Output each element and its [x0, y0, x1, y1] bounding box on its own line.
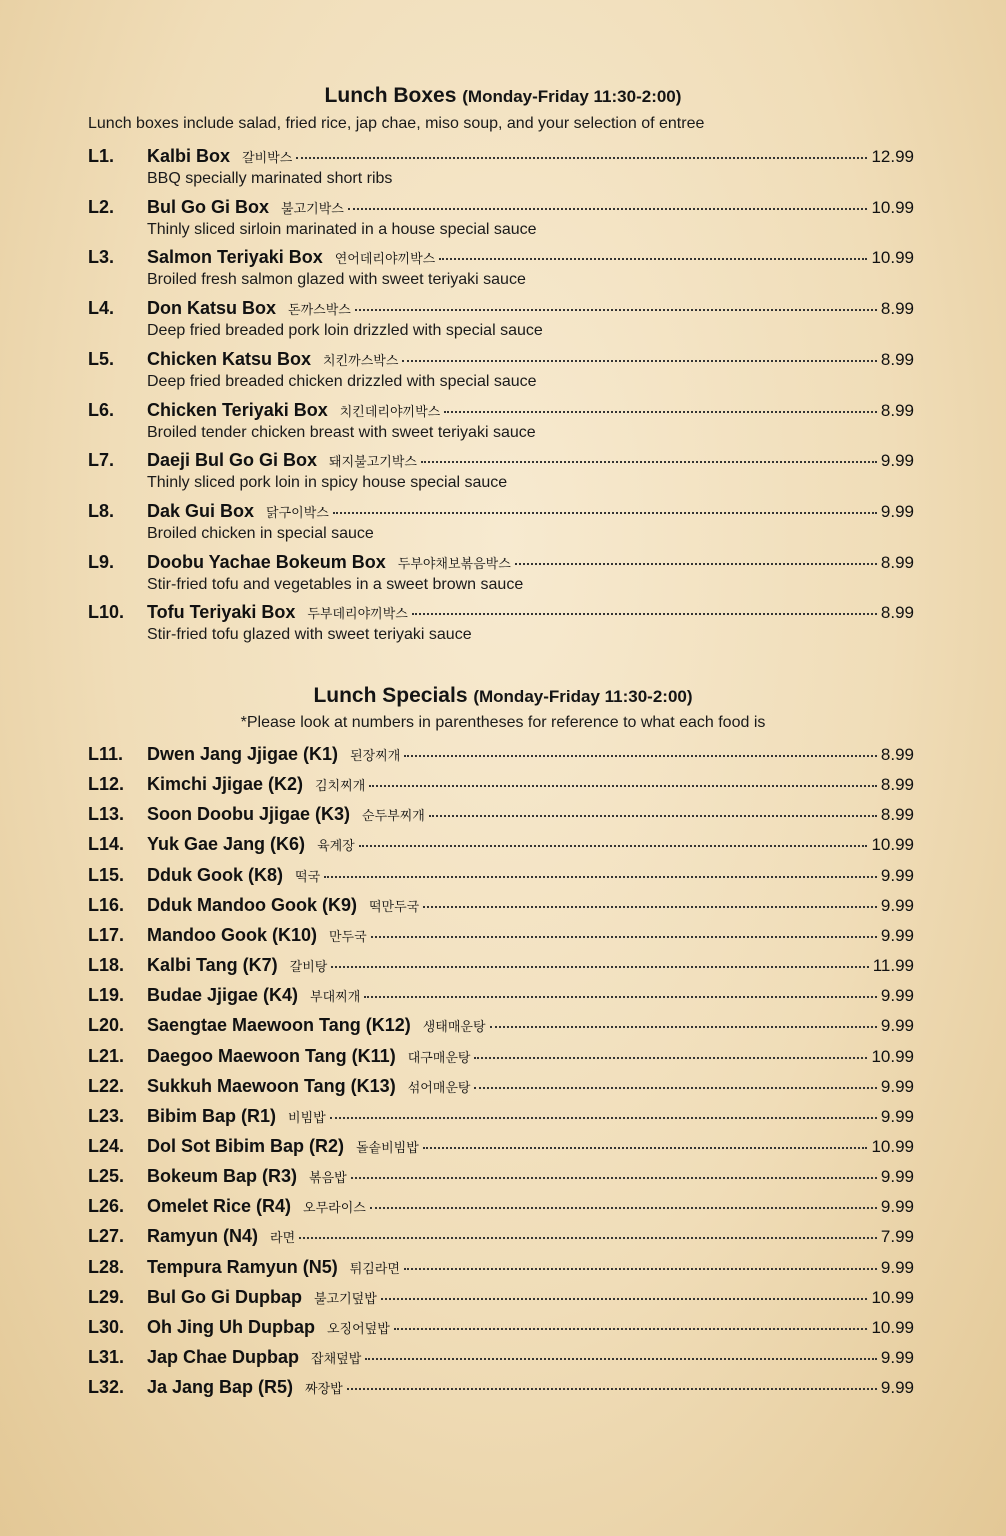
- menu-item-korean-name: 김치찌개: [315, 779, 366, 795]
- menu-item-korean-name: 섞어매운탕: [407, 1080, 471, 1096]
- menu-item: [88, 501, 914, 543]
- menu-item-price: 9.99: [880, 986, 914, 1006]
- menu-item-row: [88, 1166, 914, 1190]
- menu-item-name: Dol Sot Bibim Bap (R2): [147, 1135, 344, 1156]
- menu-item-row: [88, 1196, 914, 1220]
- menu-item-row: [88, 985, 914, 1009]
- menu-item-row: [88, 1106, 914, 1130]
- dot-leader: [331, 952, 868, 968]
- menu-item-price: 9.99: [880, 925, 914, 945]
- menu-item-row: [88, 450, 914, 474]
- menu-item-code: L4.: [88, 298, 115, 319]
- menu-item-code: L16.: [88, 894, 125, 915]
- menu-item-row: [88, 834, 914, 858]
- menu-item-description: Stir-fried tofu and vegetables in a sweet brown sauce: [147, 575, 524, 593]
- menu-item-code: L22.: [88, 1075, 125, 1096]
- menu-item-description: BBQ specially marinated short ribs: [147, 170, 393, 187]
- menu-item-name: Dwen Jang Jjigae (K1): [147, 744, 339, 764]
- menu-item-korean-name: 잡채덮밥: [311, 1352, 362, 1367]
- menu-item-name: Doobu Yachae Bokeum Box: [147, 551, 386, 572]
- menu-item: [88, 834, 914, 858]
- menu-item-name: Daegoo Maewoon Tang (K11): [147, 1045, 396, 1066]
- menu-item-code: L13.: [88, 804, 125, 825]
- menu-item-korean-name: 닭구이박스: [266, 505, 329, 521]
- menu-item: [88, 197, 914, 239]
- menu-item: [88, 1317, 914, 1341]
- menu-item: [88, 1046, 914, 1070]
- menu-item: [88, 895, 914, 919]
- menu-item-price: 9.99: [880, 1076, 914, 1096]
- menu-item-korean-name: 오징어덮밥: [327, 1321, 390, 1337]
- menu-item-price: 9.99: [880, 1257, 914, 1277]
- menu-item-korean-name: 순두부찌개: [362, 809, 425, 825]
- menu-item-code: L21.: [88, 1045, 125, 1066]
- menu-item-name: Kalbi Tang (K7): [147, 955, 278, 976]
- menu-item-price: 10.99: [871, 1287, 914, 1307]
- menu-item-name: Daeji Bul Go Gi Box: [147, 450, 318, 471]
- menu-item-price: 8.99: [880, 745, 914, 764]
- menu-item: [88, 774, 914, 798]
- menu-item: [88, 1287, 914, 1311]
- menu-item-korean-name: 치킨까스박스: [323, 353, 399, 369]
- menu-item-row: [88, 146, 914, 170]
- dot-leader: [381, 1284, 868, 1300]
- menu-item-description: Deep fried breaded pork loin drizzled with special sauce: [147, 322, 543, 340]
- menu-item-price: 12.99: [871, 147, 914, 166]
- menu-item: [88, 552, 914, 594]
- menu-item-code: L25.: [88, 1166, 125, 1187]
- menu-item: [88, 400, 914, 442]
- menu-item: [88, 1076, 914, 1100]
- menu-item-description: Broiled fresh salmon glazed with sweet teriyaki sauce: [147, 271, 526, 289]
- menu-item-code: L19.: [88, 985, 125, 1006]
- menu-item-code: L6.: [88, 399, 115, 420]
- menu-item-price: 7.99: [880, 1227, 914, 1247]
- dot-leader: [324, 862, 877, 878]
- menu-item-korean-name: 튀김라면: [349, 1261, 400, 1277]
- dot-leader: [444, 397, 877, 413]
- menu-item-korean-name: 치킨데리야끼박스: [339, 404, 441, 420]
- menu-item-korean-name: 돼지불고기박스: [329, 455, 417, 471]
- dot-leader: [439, 244, 867, 260]
- dot-leader: [404, 1254, 877, 1270]
- menu-item-row: [88, 1046, 914, 1070]
- menu-item-name: Kalbi Box: [147, 146, 231, 166]
- menu-item-name: Don Katsu Box: [147, 298, 277, 319]
- menu-item-row: [88, 400, 914, 424]
- dot-leader: [365, 1344, 877, 1360]
- menu-item-row: [88, 1076, 914, 1100]
- menu-item-korean-name: 된장찌개: [350, 749, 401, 764]
- dot-leader: [402, 346, 877, 362]
- menu-item-code: L27.: [88, 1226, 125, 1247]
- menu-item-korean-name: 갈비박스: [242, 151, 293, 166]
- menu-item-row: [88, 1347, 914, 1371]
- menu-item-code: L11.: [88, 744, 124, 764]
- menu-item-code: L31.: [88, 1347, 125, 1367]
- menu-item-code: L14.: [88, 834, 125, 855]
- menu-item-name: Jap Chae Dupbap: [147, 1347, 300, 1367]
- menu-item-korean-name: 떡만두국: [369, 899, 420, 915]
- dot-leader: [348, 194, 868, 210]
- menu-item-price: 9.99: [880, 1378, 914, 1398]
- menu-item-row: [88, 1377, 914, 1401]
- menu-item-name: Ramyun (N4): [147, 1226, 259, 1247]
- menu-item: [88, 865, 914, 889]
- dot-leader: [474, 1043, 867, 1059]
- menu-item-price: 9.99: [880, 451, 914, 471]
- menu-item-code: L9.: [88, 551, 115, 572]
- menu-item-row: [88, 865, 914, 889]
- menu-item-korean-name: 대구매운탕: [407, 1050, 471, 1066]
- menu-item-code: L7.: [88, 450, 115, 471]
- menu-item-korean-name: 연어데리야끼박스: [334, 252, 436, 268]
- menu-item-korean-name: 돌솥비빔밥: [356, 1140, 419, 1156]
- menu-item-row: [88, 744, 914, 768]
- menu-item: [88, 744, 914, 768]
- lunch-boxes-intro: Lunch boxes include salad, fried rice, jap chae, miso soup, and your selection of entree: [88, 115, 705, 132]
- menu-item: [88, 955, 914, 979]
- menu-item: [88, 1015, 914, 1039]
- menu-item-price: 9.99: [880, 865, 914, 885]
- dot-leader: [371, 922, 877, 938]
- menu-item-name: Mandoo Gook (K10): [147, 924, 317, 945]
- menu-item-price: 9.99: [880, 1197, 914, 1217]
- lunch-boxes-hours: (Monday-Friday 11:30-2:00): [462, 87, 682, 106]
- dot-leader: [515, 549, 877, 565]
- menu-item: [88, 985, 914, 1009]
- menu-item-korean-name: 돈까스박스: [288, 303, 351, 319]
- menu-item-row: [88, 1257, 914, 1281]
- menu-item-code: L1.: [88, 146, 115, 166]
- menu-item: [88, 1377, 914, 1401]
- menu-item-price: 10.99: [871, 835, 914, 855]
- menu-item-row: [88, 955, 914, 979]
- dot-leader: [347, 1374, 877, 1390]
- menu-item-name: Yuk Gae Jang (K6): [147, 834, 306, 855]
- menu-item-korean-name: 오무라이스: [303, 1201, 366, 1217]
- menu-item-name: Bul Go Gi Box: [147, 196, 270, 217]
- menu-item-korean-name: 라면: [270, 1231, 296, 1247]
- menu-item-code: L12.: [88, 774, 125, 795]
- menu-item-code: L23.: [88, 1105, 125, 1126]
- menu-item-row: [88, 1317, 914, 1341]
- menu-item-row: [88, 298, 914, 322]
- menu-item-description: Broiled chicken in special sauce: [147, 524, 374, 542]
- menu-item-code: L24.: [88, 1135, 125, 1156]
- menu-item-name: Omelet Rice (R4): [147, 1196, 292, 1217]
- menu-item-price: 9.99: [880, 895, 914, 915]
- menu-item: [88, 1136, 914, 1160]
- menu-item-description: Stir-fried tofu glazed with sweet teriyaki sauce: [147, 626, 472, 644]
- menu-item-row: [88, 1136, 914, 1160]
- lunch-boxes-title: [0, 84, 1006, 108]
- menu-item-price: 8.99: [880, 552, 914, 572]
- menu-item-code: L18.: [88, 955, 125, 976]
- menu-item-korean-name: 생태매운탕: [422, 1020, 486, 1036]
- menu-item-price: 10.99: [871, 1317, 914, 1337]
- dot-leader: [370, 1193, 877, 1209]
- menu-item-price: 10.99: [871, 248, 914, 268]
- menu-item-row: [88, 925, 914, 949]
- menu-item-code: L3.: [88, 247, 115, 268]
- menu-item-name: Salmon Teriyaki Box: [147, 247, 323, 268]
- menu-item-korean-name: 떡국: [295, 869, 321, 885]
- dot-leader: [423, 1133, 868, 1149]
- menu-item-name: Bokeum Bap (R3): [147, 1166, 298, 1187]
- dot-leader: [299, 1223, 877, 1239]
- menu-item-price: 10.99: [871, 1046, 914, 1066]
- menu-item-row: [88, 501, 914, 525]
- dot-leader: [364, 982, 877, 998]
- menu-item-name: Sukkuh Maewoon Tang (K13): [147, 1075, 396, 1096]
- menu-item: [88, 450, 914, 492]
- menu-item: [88, 602, 914, 644]
- menu-item-row: [88, 1287, 914, 1311]
- menu-item-price: 9.99: [880, 501, 914, 521]
- menu-item-code: L28.: [88, 1256, 125, 1277]
- menu-item-korean-name: 불고기덮밥: [314, 1291, 377, 1307]
- menu-item-name: Dduk Mandoo Gook (K9): [147, 894, 357, 915]
- menu-item-code: L2.: [88, 196, 115, 217]
- dot-leader: [359, 831, 868, 847]
- menu-item: [88, 804, 914, 828]
- menu-item-code: L20.: [88, 1015, 125, 1036]
- menu-item-price: 8.99: [880, 400, 914, 420]
- menu-item-code: L17.: [88, 924, 125, 945]
- menu-item-price: 10.99: [871, 197, 914, 217]
- menu-item-price: 8.99: [880, 603, 914, 623]
- menu-item-name: Saengtae Maewoon Tang (K12): [147, 1015, 411, 1036]
- menu-item-row: [88, 1015, 914, 1039]
- menu-item-row: [88, 804, 914, 828]
- dot-leader: [423, 892, 877, 908]
- menu-item-row: [88, 774, 914, 798]
- menu-item-name: Dak Gui Box: [147, 500, 255, 521]
- menu-item-code: L15.: [88, 864, 125, 885]
- menu-item-korean-name: 육계장: [317, 839, 355, 855]
- menu-item-price: 9.99: [880, 1106, 914, 1126]
- dot-leader: [490, 1012, 877, 1028]
- dot-leader: [429, 801, 877, 817]
- menu-item-name: Oh Jing Uh Dupbap: [147, 1316, 315, 1337]
- menu-item-name: Chicken Teriyaki Box: [147, 399, 328, 420]
- menu-item-price: 9.99: [880, 1348, 914, 1367]
- menu-item-name: Tofu Teriyaki Box: [147, 602, 296, 623]
- menu-item-code: L5.: [88, 348, 115, 369]
- menu-item-price: 8.99: [880, 805, 914, 825]
- menu-item-code: L8.: [88, 500, 115, 521]
- menu-item-korean-name: 불고기박스: [281, 201, 344, 217]
- dot-leader: [412, 599, 877, 615]
- menu-item-row: [88, 1226, 914, 1250]
- lunch-specials-title: [0, 684, 1006, 708]
- dot-leader: [355, 295, 877, 311]
- menu-item-name: Soon Doobu Jjigae (K3): [147, 804, 351, 825]
- menu-item-description: Thinly sliced pork loin in spicy house special sauce: [147, 474, 508, 492]
- lunch-specials-hours: (Monday-Friday 11:30-2:00): [473, 687, 693, 706]
- dot-leader: [474, 1073, 876, 1089]
- menu-item-description: Deep fried breaded chicken drizzled with special sauce: [147, 372, 537, 390]
- menu-item: [88, 247, 914, 289]
- menu-item-code: L30.: [88, 1316, 125, 1337]
- menu-item-price: 9.99: [880, 1167, 914, 1187]
- menu-item-code: L10.: [88, 602, 125, 623]
- menu-item: [88, 1166, 914, 1190]
- menu-item-row: [88, 247, 914, 271]
- menu-item-korean-name: 볶음밥: [309, 1171, 347, 1187]
- dot-leader: [330, 1103, 877, 1119]
- menu-item-row: [88, 197, 914, 221]
- dot-leader: [404, 741, 877, 757]
- menu-item: [88, 1347, 914, 1371]
- menu-item-price: 8.99: [880, 349, 914, 369]
- lunch-specials-title-text: Lunch Specials: [313, 684, 468, 707]
- menu-item-name: Tempura Ramyun (N5): [147, 1256, 338, 1277]
- menu-item-korean-name: 두부야채보볶음박스: [397, 556, 511, 572]
- menu-item: [88, 349, 914, 391]
- lunch-specials-intro: *Please look at numbers in parentheses for reference to what each food is: [240, 714, 766, 731]
- menu-item-korean-name: 비빔밥: [288, 1110, 326, 1126]
- menu-item-price: 11.99: [872, 956, 914, 976]
- menu-item-code: L32.: [88, 1377, 125, 1398]
- menu-item-name: Bul Go Gi Dupbap: [147, 1286, 302, 1307]
- menu-item-name: Budae Jjigae (K4): [147, 985, 299, 1006]
- dot-leader: [394, 1314, 868, 1330]
- menu-item-row: [88, 552, 914, 576]
- menu-item-korean-name: 만두국: [329, 929, 367, 945]
- menu-item-row: [88, 349, 914, 373]
- menu-item-name: Bibim Bap (R1): [147, 1105, 277, 1126]
- menu-item-name: Kimchi Jjigae (K2): [147, 774, 304, 795]
- menu-item: [88, 1106, 914, 1130]
- dot-leader: [351, 1163, 877, 1179]
- menu-item-price: 8.99: [880, 299, 914, 319]
- menu-item-name: Chicken Katsu Box: [147, 348, 312, 369]
- dot-leader: [369, 771, 877, 787]
- menu-item-row: [88, 602, 914, 626]
- menu-item-korean-name: 두부데리야끼박스: [307, 607, 408, 623]
- menu-item: [88, 1226, 914, 1250]
- dot-leader: [296, 143, 867, 159]
- menu-item: [88, 925, 914, 949]
- menu-item-name: Ja Jang Bap (R5): [147, 1377, 294, 1398]
- dot-leader: [421, 447, 877, 463]
- menu-item-price: 9.99: [880, 1016, 914, 1036]
- menu-item-code: L26.: [88, 1196, 125, 1217]
- menu-item-row: [88, 895, 914, 919]
- menu-item-name: Dduk Gook (K8): [147, 864, 284, 885]
- menu-item-price: 10.99: [871, 1136, 914, 1156]
- menu-item-price: 8.99: [880, 775, 914, 795]
- menu-item-korean-name: 부대찌개: [310, 990, 361, 1006]
- menu-item: [88, 1257, 914, 1281]
- menu-item: [88, 1196, 914, 1220]
- menu-item-description: Thinly sliced sirloin marinated in a house special sauce: [147, 220, 537, 238]
- menu-item: [88, 298, 914, 340]
- menu-item-description: Broiled tender chicken breast with sweet teriyaki sauce: [147, 423, 536, 441]
- menu-item: [88, 146, 914, 188]
- lunch-boxes-title-text: Lunch Boxes: [324, 84, 457, 107]
- menu-item-korean-name: 짜장밥: [305, 1382, 343, 1398]
- dot-leader: [333, 498, 877, 514]
- menu-item-code: L29.: [88, 1286, 125, 1307]
- menu-item-korean-name: 갈비탕: [289, 960, 328, 976]
